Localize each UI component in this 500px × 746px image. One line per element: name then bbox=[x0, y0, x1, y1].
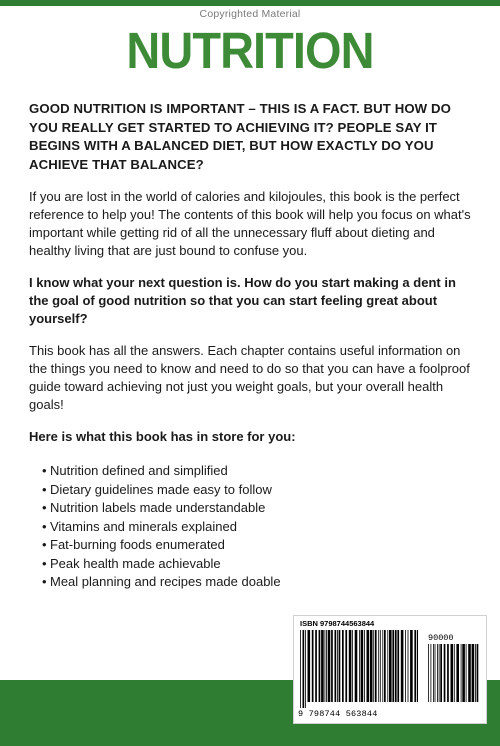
bullet-icon: • bbox=[42, 481, 47, 497]
bullet-icon: • bbox=[42, 500, 47, 515]
list-item: • Nutrition defined and simplified bbox=[42, 462, 475, 481]
bullet-icon: • bbox=[42, 574, 47, 589]
back-cover-text bbox=[29, 100, 475, 592]
bullet-icon: • bbox=[42, 537, 47, 552]
list-item: • Fat-burning foods enumerated bbox=[42, 536, 475, 555]
top-color-band bbox=[0, 0, 500, 6]
bullet-icon: • bbox=[42, 555, 47, 571]
isbn-digits: 9 798744 563844 bbox=[298, 709, 378, 719]
book-title: NUTRITION bbox=[126, 22, 374, 79]
list-item: • Nutrition labels made understandable bbox=[42, 499, 475, 518]
list-item: • Peak health made achievable bbox=[42, 555, 475, 574]
list-item: • Vitamins and minerals explained bbox=[42, 518, 475, 537]
price-barcode-icon bbox=[428, 644, 480, 708]
list-item: • Meal planning and recipes made doable bbox=[42, 573, 475, 592]
barcode-icon bbox=[300, 630, 418, 708]
paragraph-2: This book has all the answers. Each chapter contains useful information on the things you need to know and need to do so that you can have a foolproof guide toward achieving not just you weight goals, but your overall health goals! bbox=[29, 343, 470, 412]
intro-heading: GOOD NUTRITION IS IMPORTANT – THIS IS A FACT. BUT HOW DO YOU REALLY GET STARTED TO ACHIEVING IT? PEOPLE SAY IT BEGINS WITH A BALANCED DIET, BUT HOW EXACTLY DO YOU ACHIEVE THAT BALANCE? bbox=[29, 101, 451, 172]
isbn-barcode-box bbox=[293, 615, 487, 724]
feature-list bbox=[29, 462, 475, 592]
list-heading: Here is what this book has in store for you: bbox=[29, 429, 296, 444]
copyright-watermark: Copyrighted Material bbox=[199, 8, 301, 20]
question-paragraph: I know what your next question is. How do you start making a dent in the goal of good nutrition so that you can start feeling great about yourself? bbox=[29, 275, 456, 326]
price-code: 90000 bbox=[428, 633, 454, 643]
paragraph-1: If you are lost in the world of calories and kilojoules, this book is the perfect reference to help you! The contents of this book will help you focus on what's important while getting rid of all the unnecessary fluff about dieting and healthy living that are just bound to confuse you. bbox=[29, 189, 471, 258]
bullet-icon: • bbox=[42, 463, 47, 478]
bullet-icon: • bbox=[42, 518, 47, 534]
isbn-label: ISBN 9798744563844 bbox=[300, 619, 375, 628]
list-item: • Dietary guidelines made easy to follow bbox=[42, 481, 475, 500]
